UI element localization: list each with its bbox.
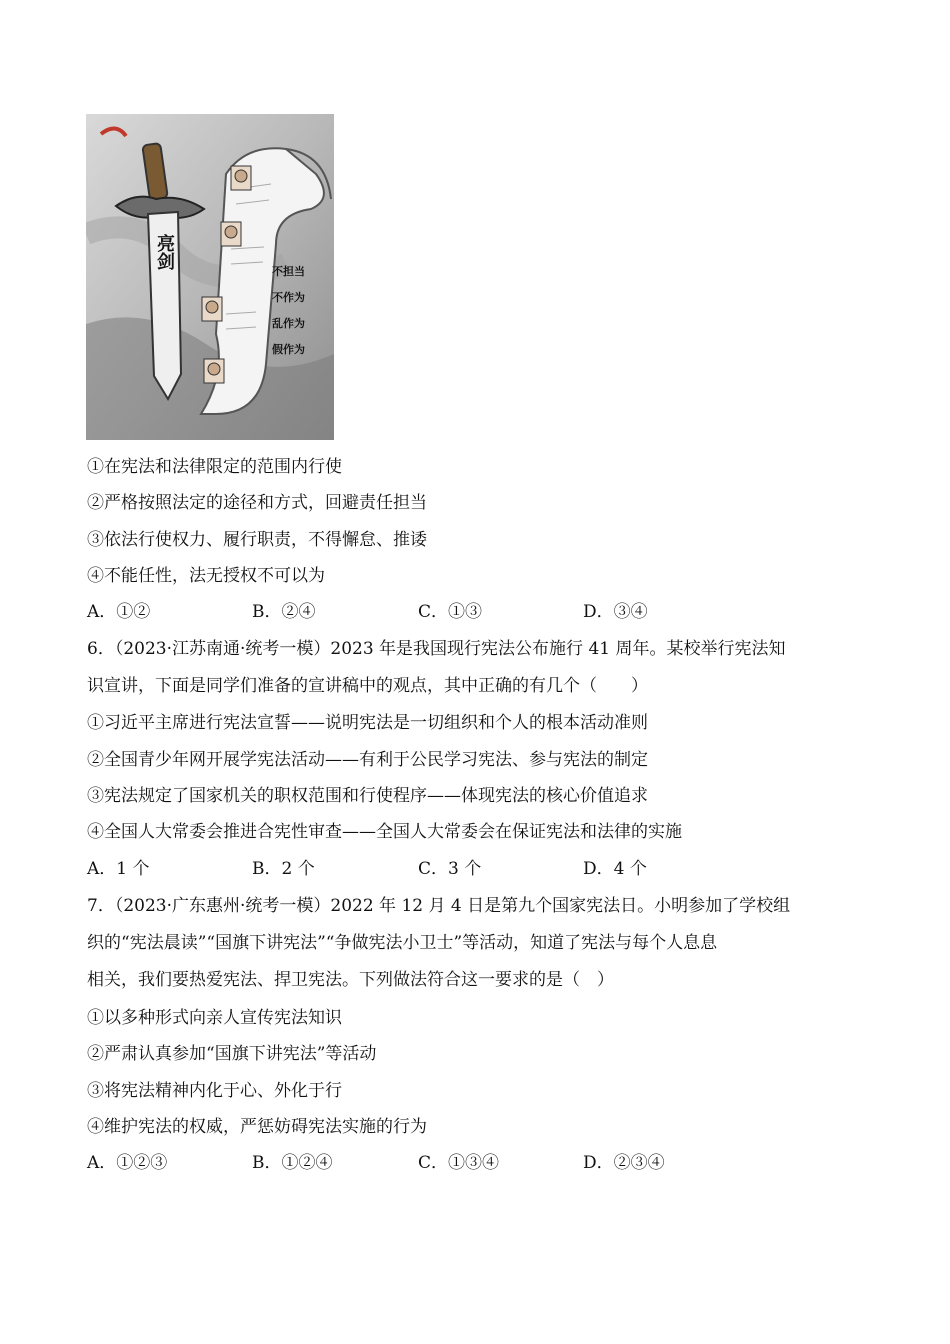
q7-option-c[interactable]: C．①③④ xyxy=(418,1153,500,1173)
q7-item-3: ③将宪法精神内化于心、外化于行 xyxy=(87,1081,342,1101)
cartoon-illustration xyxy=(86,114,334,440)
scroll-line: 假作为 xyxy=(272,343,305,356)
q7-stem-line-2: 织的“宪法晨读”“国旗下讲宪法”“争做宪法小卫士”等活动，知道了宪法与每个人息息 xyxy=(87,933,718,953)
q5-option-b[interactable]: B．②④ xyxy=(252,602,316,622)
q7-item-1: ①以多种形式向亲人宣传宪法知识 xyxy=(87,1008,342,1028)
q6-option-a[interactable]: A．1 个 xyxy=(87,859,150,879)
q7-option-d[interactable]: D．②③④ xyxy=(583,1153,665,1173)
scroll-line: 乱作为 xyxy=(272,317,305,330)
scroll-line: 不作为 xyxy=(272,291,305,304)
q6-option-c[interactable]: C．3 个 xyxy=(418,859,482,879)
q6-stem-line-2: 识宣讲，下面是同学们准备的宣讲稿中的观点，其中正确的有几个（ ） xyxy=(87,676,648,696)
q5-option-a[interactable]: A．①② xyxy=(87,602,151,622)
q6-stem-line-1: 6．（2023·江苏南通·统考一模）2023 年是我国现行宪法公布施行 41 周年。某校举行宪法知 xyxy=(87,639,786,659)
q5-option-c[interactable]: C．①③ xyxy=(418,602,483,622)
q5-item-1: ①在宪法和法律限定的范围内行使 xyxy=(87,457,342,477)
q6-item-4: ④全国人大常委会推进合宪性审查——全国人大常委会在保证宪法和法律的实施 xyxy=(87,822,682,842)
scroll-line: 不担当 xyxy=(272,265,305,278)
q7-item-2: ②严肃认真参加“国旗下讲宪法”等活动 xyxy=(87,1044,377,1064)
q5-item-2: ②严格按照法定的途径和方式，回避责任担当 xyxy=(87,493,427,513)
q5-option-d[interactable]: D．③④ xyxy=(583,602,648,622)
q7-stem-line-1: 7．（2023·广东惠州·统考一模）2022 年 12 月 4 日是第九个国家宪法日。小明参加了学校组 xyxy=(87,896,791,916)
q7-option-b[interactable]: B．①②④ xyxy=(252,1153,333,1173)
q5-item-3: ③依法行使权力、履行职责，不得懈怠、推诿 xyxy=(87,530,427,550)
q6-option-d[interactable]: D．4 个 xyxy=(583,859,647,879)
q6-item-1: ①习近平主席进行宪法宣誓——说明宪法是一切组织和个人的根本活动准则 xyxy=(87,713,648,733)
sword-label: 亮剑 xyxy=(154,234,175,270)
q6-item-3: ③宪法规定了国家机关的职权范围和行使程序——体现宪法的核心价值追求 xyxy=(87,786,648,806)
q6-item-2: ②全国青少年网开展学宪法活动——有利于公民学习宪法、参与宪法的制定 xyxy=(87,750,648,770)
q7-option-a[interactable]: A．①②③ xyxy=(87,1153,168,1173)
q6-option-b[interactable]: B．2 个 xyxy=(252,859,315,879)
scroll-text-block xyxy=(272,259,305,363)
q5-item-4: ④不能任性，法无授权不可以为 xyxy=(87,566,325,586)
q7-stem-line-3: 相关，我们要热爱宪法、捍卫宪法。下列做法符合这一要求的是（ ） xyxy=(87,970,614,990)
q7-item-4: ④维护宪法的权威，严惩妨碍宪法实施的行为 xyxy=(87,1117,427,1137)
